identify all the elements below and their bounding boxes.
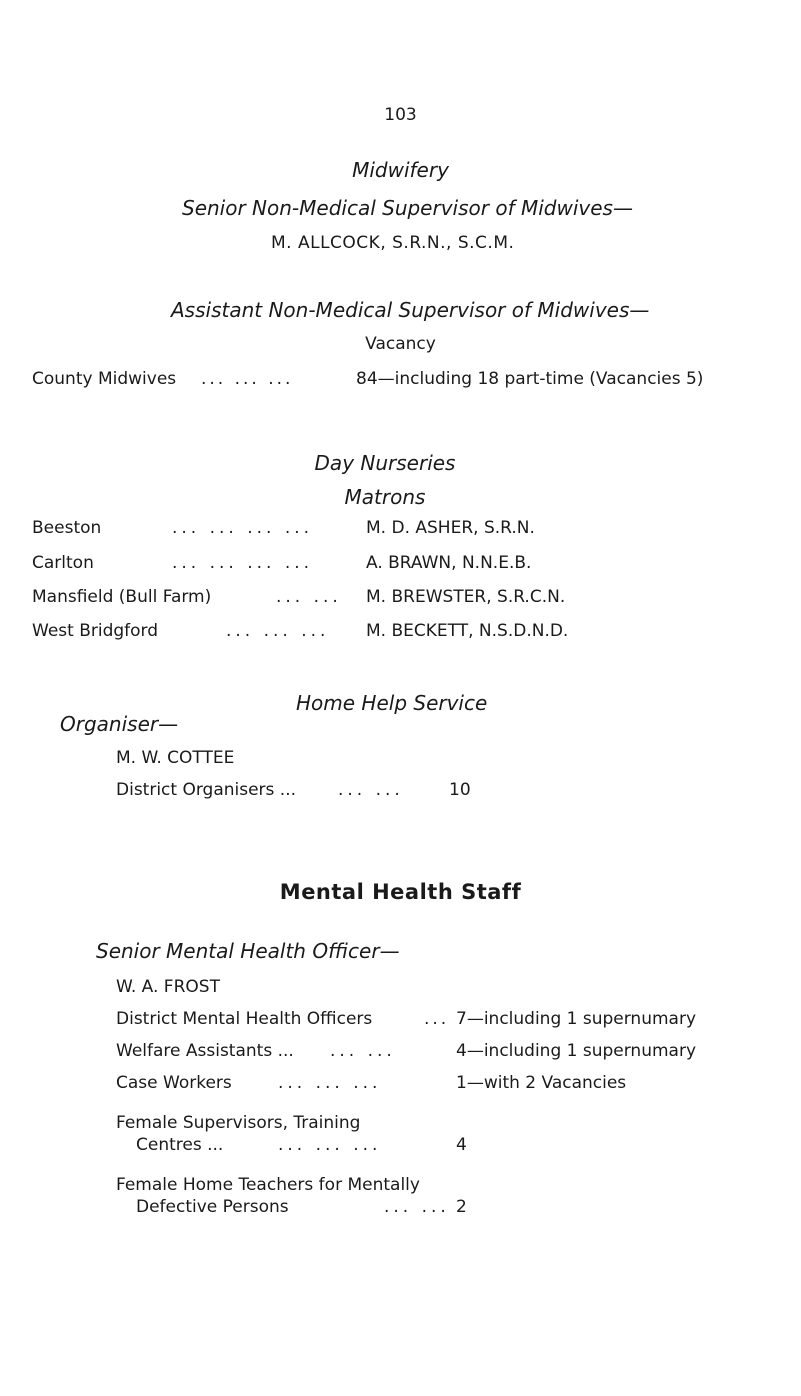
mental-health-heading: Mental Health Staff	[279, 880, 522, 904]
home-teachers-label-line2: Defective Persons	[136, 1197, 289, 1217]
assistant-supervisor-value: Vacancy	[365, 334, 436, 354]
mental-health-row-value: 1—with 2 Vacancies	[456, 1073, 627, 1093]
district-organisers-label: District Organisers ...	[116, 780, 297, 800]
nursery-place: West Bridgford	[32, 621, 159, 641]
matrons-subheading: Matrons	[344, 485, 426, 509]
home-teachers-dots: ... ...	[384, 1197, 450, 1217]
mental-health-row-dots: ... ... ...	[278, 1073, 382, 1093]
nursery-place: Carlton	[32, 553, 94, 573]
mental-health-row-value: 7—including 1 supernumary	[456, 1009, 697, 1029]
nursery-dots: ... ... ... ...	[172, 553, 314, 573]
county-midwives-dots: ... ... ...	[201, 369, 294, 389]
nursery-dots: ... ...	[276, 587, 342, 607]
nursery-place: Mansfield (Bull Farm)	[32, 587, 212, 607]
female-supervisors-label-line1: Female Supervisors, Training	[116, 1113, 361, 1133]
female-supervisors-dots: ... ... ...	[278, 1135, 382, 1155]
nursery-matron: M. D. ASHER, S.R.N.	[366, 518, 535, 538]
day-nurseries-heading: Day Nurseries	[314, 451, 456, 475]
senior-supervisor-label: Senior Non-Medical Supervisor of Midwives—	[182, 196, 633, 220]
organiser-label: Organiser—	[60, 712, 179, 736]
mental-health-row-label: Welfare Assistants ...	[116, 1041, 294, 1061]
nursery-matron: M. BREWSTER, S.R.C.N.	[366, 587, 566, 607]
district-organisers-dots: ... ...	[338, 780, 404, 800]
nursery-matron: A. BRAWN, N.N.E.B.	[366, 553, 532, 573]
senior-supervisor-name: M. ALLCOCK, S.R.N., S.C.M.	[271, 233, 515, 253]
home-teachers-value: 2	[456, 1197, 467, 1217]
mental-health-row-label: District Mental Health Officers	[116, 1009, 373, 1029]
nursery-dots: ... ... ...	[226, 621, 330, 641]
female-supervisors-label-line2: Centres ...	[136, 1135, 224, 1155]
page-number: 103	[384, 105, 417, 125]
midwifery-heading: Midwifery	[352, 158, 449, 182]
senior-mental-health-officer-label: Senior Mental Health Officer—	[96, 939, 400, 963]
organiser-name: M. W. COTTEE	[116, 748, 235, 768]
assistant-supervisor-label: Assistant Non-Medical Supervisor of Midwives—	[171, 298, 650, 322]
mental-health-row-label: Case Workers	[116, 1073, 232, 1093]
mental-health-row-dots: ... ...	[330, 1041, 396, 1061]
nursery-dots: ... ... ... ...	[172, 518, 314, 538]
nursery-matron: M. BECKETT, N.S.D.N.D.	[366, 621, 569, 641]
home-teachers-label-line1: Female Home Teachers for Mentally	[116, 1175, 420, 1195]
senior-mental-health-officer-name: W. A. FROST	[116, 977, 220, 997]
district-organisers-value: 10	[449, 780, 471, 800]
county-midwives-label: County Midwives	[32, 369, 177, 389]
county-midwives-value: 84—including 18 part-time (Vacancies 5)	[356, 369, 704, 389]
female-supervisors-value: 4	[456, 1135, 467, 1155]
home-help-heading: Home Help Service	[296, 691, 488, 715]
nursery-place: Beeston	[32, 518, 102, 538]
mental-health-row-value: 4—including 1 supernumary	[456, 1041, 697, 1061]
mental-health-row-dots: ...	[424, 1009, 450, 1029]
